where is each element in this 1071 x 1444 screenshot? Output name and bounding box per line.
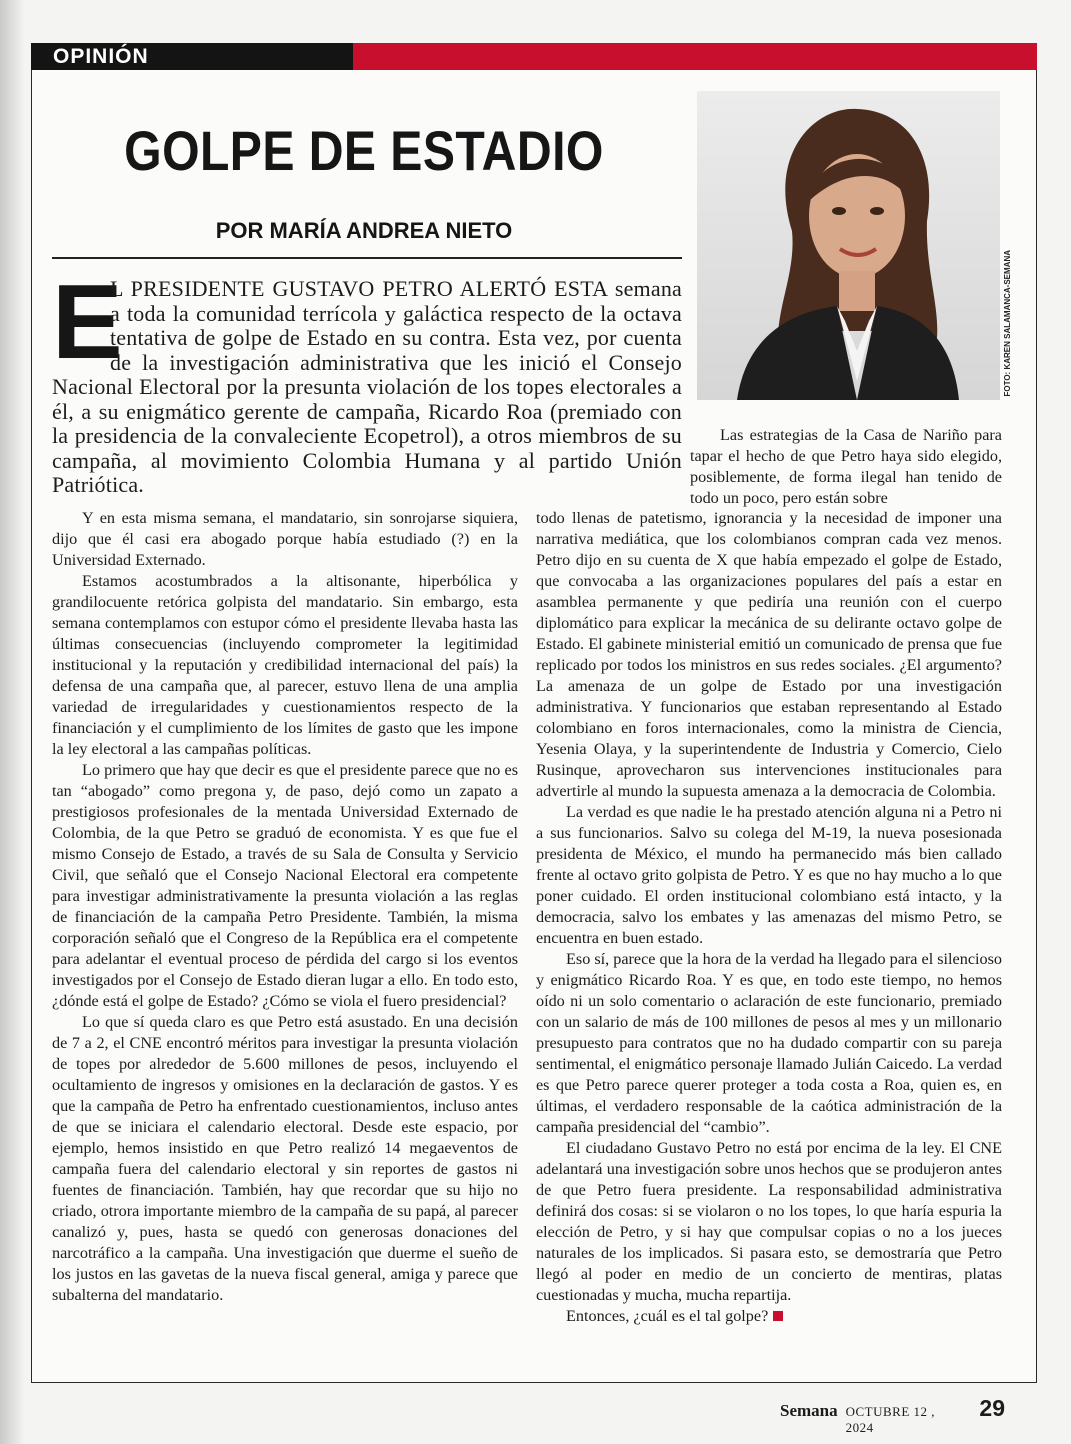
intro-paragraph [52, 263, 682, 498]
page-number: 29 [979, 1395, 1005, 1421]
section-red-band [353, 43, 1037, 70]
body-paragraph: La verdad es que nadie le ha prestado atención alguna ni a Petro ni a sus funcionarios. Salvo su colega del M-19, la nueva posesionada presidenta de México, el mundo ha permanecido más bien callado frente al octavo grito golpista de Petro. Y es que no hay mucho a lo que poner cuidado. El orden institucional colombiano está intacto, y la democracia, salvo los embates y las amenazas del mismo Petro, se encuentra en buen estado. [536, 803, 1002, 947]
page-edge-shadow [0, 0, 24, 1444]
author-photo [697, 91, 1000, 400]
byline: POR MARÍA ANDREA NIETO [215, 218, 513, 243]
body-paragraph: todo llenas de patetismo, ignorancia y la necesidad de imponer una narrativa mediática, que los colombianos compran cada vez menos. Petro dijo en su cuenta de X que había empezado el golpe de Estado, que convocaba a las organizaciones populares del país a estar en asamblea permanente y que pediría una reunión con el cuerpo diplomático para explicar la mecánica de su delirante octavo golpe de Estado. El gabinete ministerial emitió un comunicado de prensa que fue replicado por todos los ministros en sus redes sociales. ¿El argumento? La amenaza de un golpe de Estado por una investigación administrativa. Y funcionarios que estaban representando al Estado colombiano en foros internacionales, como la ministra de Ciencia, Yesenia Olaya, y la superintendente de Industria y Comercio, Cielo Rusinque, aprovecharon sus intervenciones institucionales para advertirle al mundo la supuesta amenaza a la democracia de Colombia. [536, 509, 1002, 800]
body-column-left [52, 508, 518, 1306]
title-divider [52, 257, 682, 259]
section-label: OPINIÓN [53, 45, 149, 68]
body-paragraph: Lo que sí queda claro es que Petro está asustado. En una decisión de 7 a 2, el CNE encontró méritos para investigar la presunta violación de topes por alrededor de 5.600 millones de pesos, incluyendo el ocultamiento de ingresos y omisiones en la declaración de gastos. Y es que la campaña de Petro ha enfrentado cuestionamientos, incluso antes de que se iniciara el calendario electoral. Desde este espacio, por ejemplo, hemos insistido en que Petro realizó 14 megaeventos de campaña fuera del calendario electoral y sin reportes de gastos ni fuentes de financiación. También, hay que recordar que su hijo no criado, otrora importante miembro de la campaña de su papá, al parecer canalizó y, pues, hasta se quedó con generosas donaciones del narcotráfico a la campaña. Una investigación que duerme el sueño de los justos en las gavetas de la nueva fiscal general, amiga y parece que subalterna del mandatario. [52, 1013, 518, 1304]
section-bar [31, 43, 1037, 70]
closing-paragraph [536, 1306, 1002, 1327]
right-column-top [690, 425, 1002, 509]
issue-date: OCTUBRE 12 , 2024 [845, 1404, 936, 1435]
article-title: GOLPE DE ESTADIO [124, 119, 604, 182]
body-paragraph: Las estrategias de la Casa de Nariño para tapar el hecho de que Petro haya sido elegido, posiblemente, de forma ilegal han tenido de todo un poco, pero están sobre [690, 426, 1002, 507]
body-paragraph: Lo primero que hay que decir es que el presidente parece que no es tan “abogado” como pregona y, de paso, dejó como un zapato a prestigiosos profesionales de la mentada Universidad Externado de Colombia, de la que Petro se graduó de economista. Y es que fue el mismo Consejo de Estado, a través de su Sala de Consulta y Servicio Civil, que señaló que el Consejo Nacional Electoral era competente para investigar administrativamente la presunta violación a las reglas de financiación de la campaña Petro Presidente. También, la misma corporación señaló que el Congreso de la República era el competente para adelantar el eventual proceso de pérdida del cargo si los eventos investigados por el Consejo de Estado dieran lugar a ello. En todo esto, ¿dónde está el golpe de Estado? ¿Cómo se viola el fuero presidencial? [52, 761, 518, 1010]
closing-text: Entonces, ¿cuál es el tal golpe? [566, 1307, 769, 1325]
page-footer [780, 1395, 1005, 1435]
body-paragraph: Estamos acostumbrados a la altisonante, hiperbólica y grandilocuente retórica golpista del mandatario. Sin embargo, esta semana contemplamos con estupor cómo el presidente llevaba hasta las últimas consecuencias (incluyendo comprometer la legitimidad institucional y la reputación y credibilidad internacional del país) la defensa de una campaña que, al parecer, estuvo llena de una amplia variedad de irregularidades y cuestionamientos respecto de la financiación y el cumplimiento de los límites de gasto que les impone la ley electoral a las campañas políticas. [52, 572, 518, 758]
publication-name: Semana [780, 1401, 838, 1420]
intro-text: L PRESIDENTE GUSTAVO PETRO ALERTÓ ESTA semana a toda la comunidad terrícola y galáctica respecto de la octava tentativa de golpe de Estado en su contra. Esta vez, por cuenta de la investigación administrativa que les inició el Consejo Nacional Electoral por la presunta violación de los topes electorales a él, a su enigmático gerente de campaña, Ricardo Roa (premiado con la presidencia de la convaleciente Ecopetrol), a otros miembros de su campaña, al movimiento Colombia Humana y al partido Unión Patriótica. [52, 276, 682, 497]
photo-credit: FOTO: KAREN SALAMANCA-SEMANA [1003, 250, 1012, 397]
body-paragraph: Eso sí, parece que la hora de la verdad ha llegado para el silencioso y enigmático Ricardo Roa. Y es que, en todo este tiempo, no hemos oído ni un solo comentario o aclaración de este funcionario, premiado con un salario de más de 100 millones de pesos al mes y un millonario presupuesto para contratos que no ha dudado compartir con su pareja sentimental, el enigmático personaje llamado Julián Caicedo. La verdad es que Petro parece querer proteger a toda costa a Roa, quien es, en últimas, el verdadero responsable de la caótica administración de la campaña presidencial del “cambio”. [536, 950, 1002, 1136]
body-column-right [536, 508, 1002, 1327]
body-paragraph: Y en esta misma semana, el mandatario, sin sonrojarse siquiera, dijo que él casi era abogado porque había estudiado (?) en la Universidad Externado. [52, 509, 518, 569]
end-mark-icon [773, 1311, 783, 1321]
drop-cap: E [52, 263, 123, 381]
body-paragraph: El ciudadano Gustavo Petro no está por encima de la ley. El CNE adelantará una investigación sobre unos hechos que se produjeron antes de que Petro fuera presidente. La responsabilidad administrativa definirá dos cosas: si se violaron o no los topes, lo que haría espuria la elección de Petro, y si hay que compulsar copias o no a los jueces naturales de los implicados. Si pasara esto, se demostraría que Petro llegó al poder en medio de un concierto de mentiras, platas cuestionadas y mucha, mucha repartija. [536, 1139, 1002, 1304]
